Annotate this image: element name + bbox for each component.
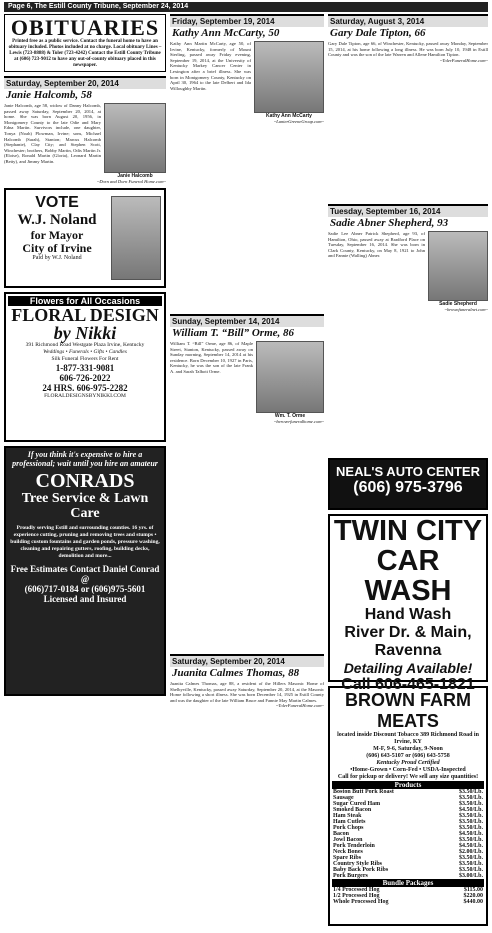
bundle-row [332,899,484,905]
floral-address: 391 Richmond Road Westgate Plaza Irvine, Kentucky [25,342,145,348]
item-name: Neck Bones [333,849,363,855]
vote-line1: for Mayor [30,228,84,242]
item-name: Bacon [333,831,350,837]
item-name: Jowl Bacon [333,837,363,843]
floral-phone1: 1-877-331-9081 [55,363,115,373]
tree-phones: (606)717-0184 or (606)975-5601 [24,584,146,594]
obit-text: Kathy Ann Martin McCarty, age 50, of Irvine, Kentucky, formerly of Mount Sterling, passed away Friday evening, September 19, 2014, at the University of Kentucky Markey Cancer Center in Lexington after a brief illness. She was born in Montgomery County, Kentucky on April 30, 1964 to the late Delbert and Ida Willoughby Martin. [170,41,251,91]
floral-top: Flowers for All Occasions [8,296,162,306]
obit-mccarty [170,14,324,314]
item-price: $3.50/Lb. [458,825,483,831]
vote-paid: Paid by W.J. Noland [32,255,82,261]
item-price: $3.50/Lb. [458,813,483,819]
carwash-line1: TWIN CITY [333,515,483,547]
obit-text: William T. “Bill” Orme, age 86, of Maple Street, Stanton, Kentucky, passed away on Sunday morning, September 14, 2014 at his residence. Born December 10, 1927 in Paris, Kentucky, he was the son of the late Frank A. and Sarah Talbott Orme. [170,341,253,374]
item-name: Pork Chops [333,825,364,831]
column-middle [170,14,324,930]
item-price: $3.50/Lb. [458,861,483,867]
vote-title: VOTE [35,194,79,211]
item-price: $3.50/Lb. [458,837,483,843]
obit-text: Janie Halcomb, age 58, widow of Danny Halcomb, passed away Saturday, September 20, 2014, at home. She was born August 20, 1956, in Montgomery County to the late Odie and Mary Edna Martin. Survivors include, one daughter, Tonya (Noah) Plowman, Irvine; sons, Michael Halcomb (Sarah), Stanton; Marcus Halcomb (Stephanie), Clay City; and Stephen Scott, Winchester; brothers, Bobby Martin, Odis Martin Jr. (Eloise), Ronald Martin (Gloria), Leonard Martin (Betty), and Jimmy Martin. [4,103,101,164]
obit-date: Saturday, September 20, 2014 [170,654,324,667]
carwash-line6: Call 606-465-1821 [341,676,475,693]
item-name: 1/4 Processed Hog [333,887,380,893]
obit-date: Saturday, September 20, 2014 [4,76,166,89]
item-price: $4.50/Lb. [458,831,483,837]
item-price: $3.50/Lb. [458,855,483,861]
products-title: Products [332,781,484,789]
photo-caption: Wm. T. Orme [274,413,306,419]
bundle-title: Bundle Packages [332,879,484,887]
floral-phone2: 606-726-2022 [59,373,111,383]
column-right [328,14,488,930]
obit-name: Sadie Abner Shepherd, 93 [330,217,449,229]
obit-date: Friday, September 19, 2014 [170,14,324,27]
floral-name1: FLORAL DESIGN [11,305,159,325]
obit-source: ~beroverfuneralhome.com~ [273,419,324,424]
obit-name: Gary Dale Tipton, 66 [330,27,426,39]
item-name: Sausage [333,795,354,801]
item-name: Boston Butt Pork Roast [333,789,394,795]
item-price: $3.50/Lb. [458,789,483,795]
floral-web: FLORALDESIGNSBYNIKKI.COM [44,393,126,399]
obit-source: ~TolerFuneralHome.com~ [439,57,488,63]
obit-date: Sunday, September 14, 2014 [170,314,324,327]
tree-details: Proudly serving Estill and surrounding counties. 16 yrs. of experience cutting, pruning and removing trees and stumps • building custom fountains and garden ponds, pressure washing, cleaning and repairing gutters, roofing, building decks, demolition and more... [10,525,160,559]
tree-name: CONRADS [35,470,135,492]
obit-photo [104,103,166,173]
item-price: $220.00 [463,893,483,899]
floral-services: Weddings • Funerals • Gifts • Candles [43,349,127,355]
photo-caption: Kathy Ann McCarty [266,113,312,119]
carwash-line5: Detailing Available! [343,660,473,676]
tree-insured: Licensed and Insured [43,594,127,604]
item-name: Whole Processed Hog [333,899,389,905]
item-price: $440.00 [463,899,483,905]
item-price: $3.50/Lb. [458,819,483,825]
item-name: Baby Back Pork Ribs [333,867,389,873]
obit-source: ~LanterGreeneGroup.com~ [273,119,324,124]
item-price: $3.50/Lb. [458,867,483,873]
item-name: Spare Ribs [333,855,362,861]
item-name: Ham Cutlets [333,819,366,825]
item-price: $4.50/Lb. [458,807,483,813]
item-name: 1/2 Processed Hog [333,893,380,899]
obit-photo [256,341,324,413]
obit-source: ~brownfuneralnet.com~ [444,307,488,312]
obit-date: Saturday, August 3, 2014 [328,14,488,27]
obit-photo [428,231,488,301]
neal-phone: (606) 975-3796 [353,479,463,496]
meats-kentucky: Kentucky Proud Certified [376,760,440,766]
obit-source: ~TolerFuneralHome.com~ [275,703,324,709]
vote-ad [4,188,166,288]
meats-phones: (606) 643-5107 or (606) 643-5758 [366,753,450,759]
photo-caption: Janie Halcomb [117,173,153,179]
tree-estimates: Free Estimates Contact Daniel Conrad @ [10,564,160,584]
obituaries-note: Printed free as a public service. Contact the funeral home to have an obituary included. Photos included at no charge. Local obituary Lines – Lewis (723-8888) & Toler (723-4242) Contact the Estill County Tribune at (606) 723-9012 to have any out-of-county obituary placed in this newspaper. [8,39,162,68]
bundle-table [332,887,484,905]
obit-date: Tuesday, September 16, 2014 [328,204,488,217]
floral-silk: Silk Funeral Flowers For Rent [51,356,119,362]
obit-orme [170,314,324,654]
carwash-line4: River Dr. & Main, Ravenna [344,624,472,659]
item-name: Sugar Cured Ham [333,801,381,807]
photo-caption: Sadie Shepherd [439,301,477,307]
neals-auto-ad [328,458,488,510]
obit-halcomb [4,76,166,184]
meats-name: BROWN FARM MEATS [345,690,471,731]
item-name: Country Style Ribs [333,861,383,867]
item-name: Pork Tenderloin [333,843,375,849]
item-price: $3.50/Lb. [458,795,483,801]
vote-name: W.J. Noland [17,212,97,228]
floral-ad [4,292,166,442]
column-left [4,14,166,930]
meats-feed: •Home-Grown • Corn-Fed • USDA-Inspected [350,767,466,773]
tree-tagline: If you think it's expensive to hire a professional; wait until you hire an amateur [12,450,158,468]
obit-source: ~Dorn and Dorn Funeral Home.com~ [97,179,166,184]
obituaries-banner [4,14,166,72]
page-header: Page 6, The Estill County Tribune, September 24, 2014 [4,2,488,12]
item-price: $3.00/Lb. [458,873,483,879]
vote-line2: City of Irvine [22,241,92,255]
meats-hours: M-F, 9-6, Saturday, 9-Noon [373,746,443,752]
obit-text: Sadie Lee Abner Patrick Shepherd, age 93, of Hamilton, Ohio, passed away at Bradford Place on Tuesday, September 16, 2014. She was born in Clark County, Kentucky, on May 8, 1921 to John and Fannie (Walling) Abner. [328,231,425,259]
obit-name: Janie Halcomb, 58 [6,89,92,101]
item-price: $115.00 [463,887,483,893]
obit-tipton [328,14,488,204]
obit-name: William T. “Bill” Orme, 86 [172,327,295,339]
brown-farm-meats-ad [328,686,488,926]
obit-text: Juanita Calmes Thomas, age 88, a resident of the Hillers Masonic Home of Shelbyville, Kentucky, passed away Saturday, September 20, 2014, at the Masonic Home following a short illness. She was born December 14, 1925 in Estill County and was the daughter of the late William Bruce and Fannie May Martin Calmes. [170,681,324,703]
meats-addr: located inside Discount Tobacco 389 Richmond Road in Irvine, KY [337,732,479,745]
obituaries-title: OBITUARIES [10,15,160,40]
obit-shepherd [328,204,488,454]
products-table [332,789,484,879]
neal-name: NEAL'S AUTO CENTER [336,464,480,479]
meats-call: Call for pickup or delivery! We sell any size quantities! [337,774,479,780]
item-price: $3.50/Lb. [458,801,483,807]
floral-phone3: 24 HRS. 606-975-2282 [42,383,128,393]
tree-service: Tree Service & Lawn Care [21,491,149,521]
item-name: Ham Steak [333,813,362,819]
obit-name: Juanita Calmes Thomas, 88 [172,667,300,679]
item-price: $4.50/Lb. [458,843,483,849]
candidate-photo [111,196,161,280]
tree-service-ad [4,446,166,696]
obit-text: Gary Dale Tipton, age 66, of Winchester, Kentucky, passed away Monday, September 15, 2014, at his home following a long illness. He was born July 10, 1948 in Estill County and was the son of the late Warren and Allene Hamilton Tipton. [328,41,488,58]
obit-photo [254,41,324,113]
floral-name2: by Nikki [53,323,117,343]
item-name: Smoked Bacon [333,807,372,813]
item-name: Pork Burgers [333,873,368,879]
carwash-line2: CAR WASH [364,545,452,607]
item-price: $2.00/Lb. [458,849,483,855]
car-wash-ad [328,514,488,693]
obit-thomas [170,654,324,914]
obit-name: Kathy Ann McCarty, 50 [172,27,280,39]
carwash-line3: Hand Wash [364,606,452,623]
